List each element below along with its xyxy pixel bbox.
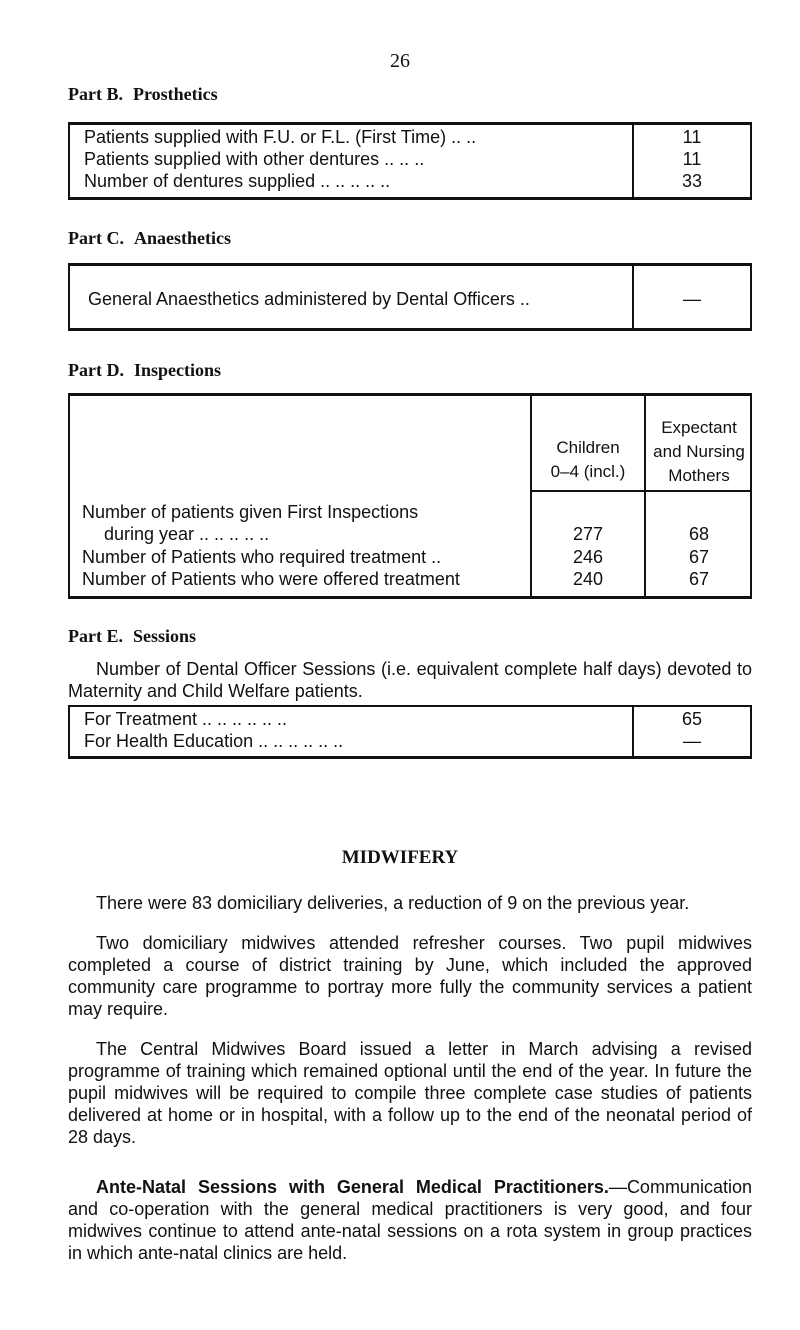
children-value: 246 xyxy=(572,547,604,567)
children-value: 277 xyxy=(572,524,604,544)
sessions-table xyxy=(68,705,752,759)
part-c-label: Part C. xyxy=(68,228,124,248)
row-value: 33 xyxy=(681,171,703,191)
row-value: 11 xyxy=(682,127,702,147)
children-column-header xyxy=(532,436,644,484)
mothers-column-header xyxy=(646,416,752,488)
page-number: 26 xyxy=(390,50,410,72)
row-label: Number of Patients who required treatment .. xyxy=(82,547,442,567)
midwifery-paragraph: The Central Midwives Board issued a letter in March advising a revised programme of training which remained optional until the end of the year. In future the pupil midwives will be required to compile three complete case studies of patients delivered at home or in hospital, with a follow up to the end of the neonatal period of 28 days. xyxy=(68,1039,752,1147)
midwifery-title: MIDWIFERY xyxy=(341,847,459,868)
row-label: For Health Education .. .. .. .. .. .. xyxy=(84,731,344,751)
part-b-heading xyxy=(68,84,218,105)
row-value: 65 xyxy=(681,709,703,729)
row-label: General Anaesthetics administered by Dental Officers .. xyxy=(88,289,530,309)
row-label: Number of patients given First Inspections xyxy=(82,502,419,522)
row-label: Patients supplied with F.U. or F.L. (First Time) .. .. xyxy=(84,127,477,147)
sessions-intro: Number of Dental Officer Sessions (i.e. equivalent complete half days) devoted to Maternity and Child Welfare patients. xyxy=(68,659,752,701)
header-line: Mothers xyxy=(668,466,730,485)
row-label: Number of Patients who were offered treatment xyxy=(82,569,460,589)
prosthetics-table xyxy=(68,122,752,200)
header-line: Expectant xyxy=(661,418,737,437)
mothers-value: 68 xyxy=(688,524,710,544)
part-c-heading xyxy=(68,228,231,249)
row-value: 11 xyxy=(682,149,702,169)
part-d-heading xyxy=(68,360,221,381)
antenatal-text: —Communication and co-operation with the general medical practitioners is very good, and four midwives continue to attend ante-natal sessions on a rota system in group practices in which ante-natal clinics are held. xyxy=(68,1177,752,1263)
header-rule xyxy=(530,490,752,492)
children-value: 240 xyxy=(572,569,604,589)
part-e-heading xyxy=(68,626,196,647)
part-c-title: Anaesthetics xyxy=(133,228,231,248)
row-value: — xyxy=(683,731,701,751)
part-b-title: Prosthetics xyxy=(132,84,218,104)
header-line: Children xyxy=(556,438,620,457)
part-d-label: Part D. xyxy=(68,360,124,380)
part-d-title: Inspections xyxy=(133,360,222,380)
header-line: and Nursing xyxy=(653,442,745,461)
midwifery-paragraph: There were 83 domiciliary deliveries, a reduction of 9 on the previous year. xyxy=(96,893,690,913)
row-label: Patients supplied with other dentures .. .. .. xyxy=(84,149,425,169)
antenatal-paragraph xyxy=(68,1176,752,1264)
antenatal-heading: Ante-Natal Sessions with General Medical Practitioners. xyxy=(96,1177,609,1197)
row-label: during year .. .. .. .. .. xyxy=(104,524,270,544)
row-label: Number of dentures supplied .. .. .. .. .. xyxy=(84,171,391,191)
row-label: For Treatment .. .. .. .. .. .. xyxy=(84,709,288,729)
mothers-value: 67 xyxy=(688,569,710,589)
part-e-label: Part E. xyxy=(68,626,123,646)
header-line: 0–4 (incl.) xyxy=(550,462,626,481)
anaesthetics-table xyxy=(68,263,752,331)
inspections-table xyxy=(68,393,752,599)
mothers-value: 67 xyxy=(688,547,710,567)
part-e-title: Sessions xyxy=(132,626,197,646)
row-value: — xyxy=(683,289,701,309)
midwifery-paragraph: Two domiciliary midwives attended refresher courses. Two pupil midwives completed a course of district training by June, which included the approved community care programme to portray more fully the community services a patient may require. xyxy=(68,933,752,1019)
part-b-label: Part B. xyxy=(68,84,123,104)
